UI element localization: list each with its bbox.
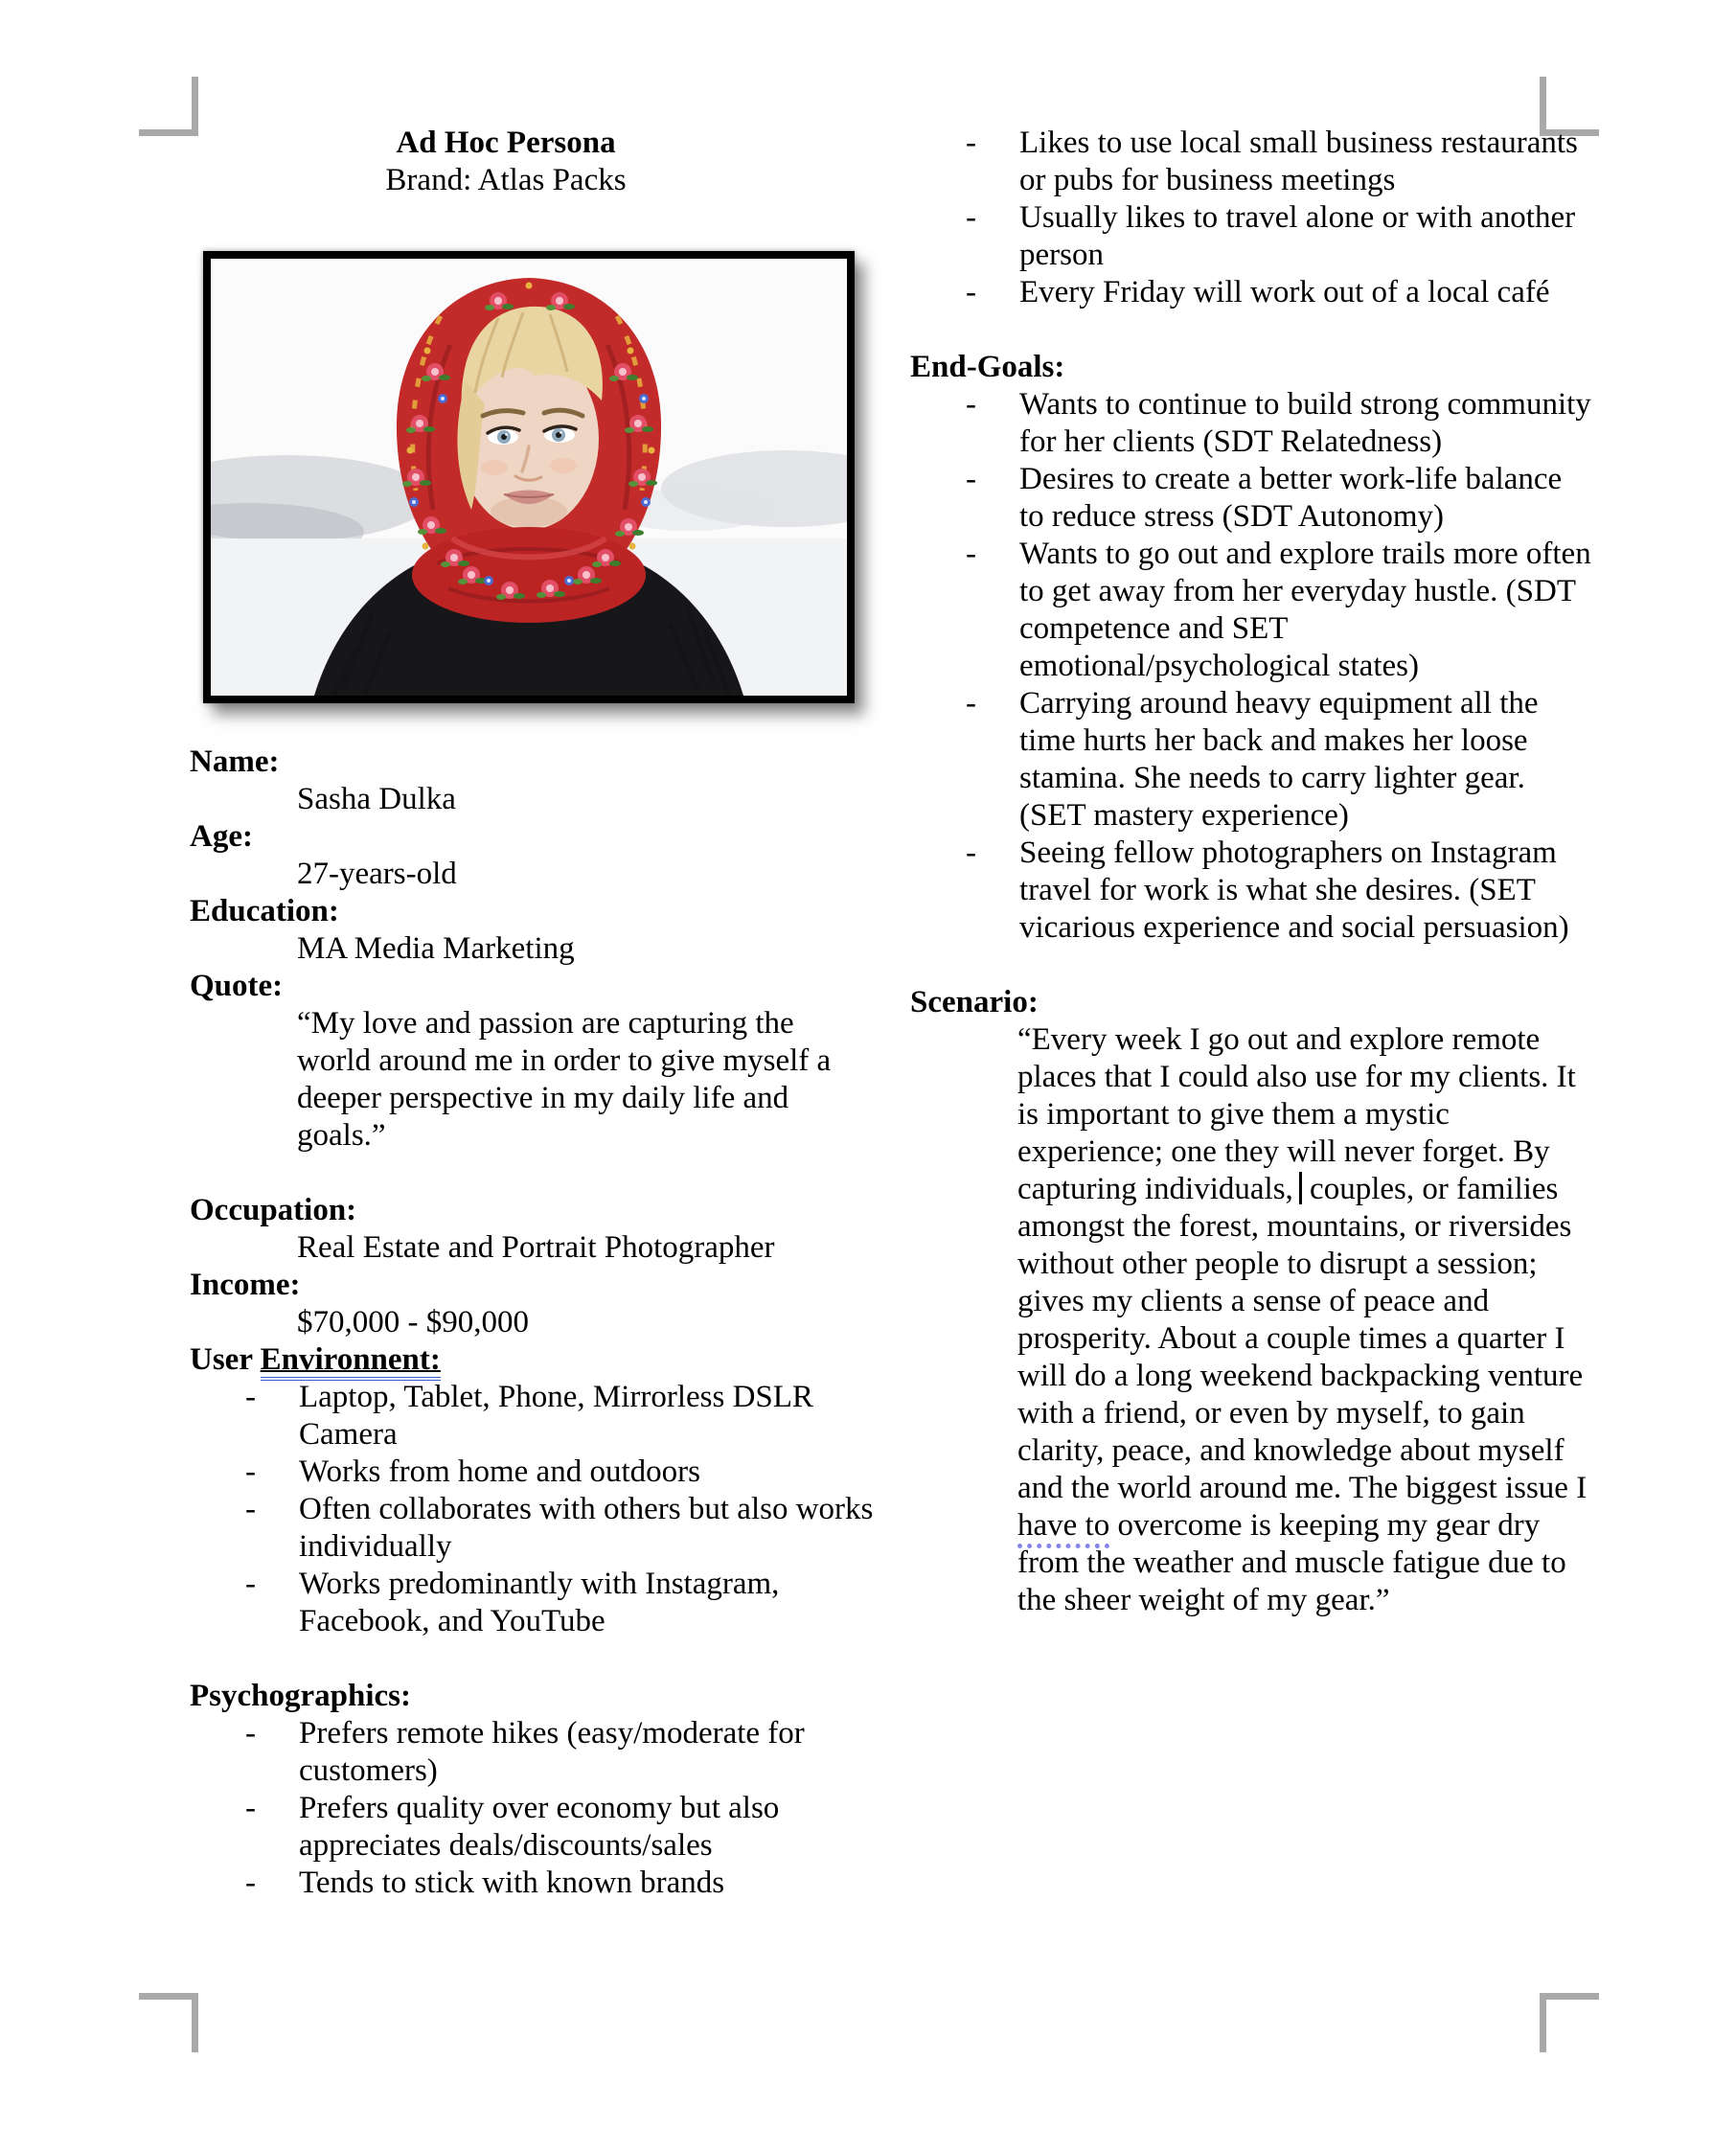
bullet-text[interactable]: Works from home and outdoors — [299, 1454, 700, 1489]
list-item[interactable] — [910, 536, 1592, 685]
bullet-text[interactable]: Usually likes to travel alone or with another person — [1019, 200, 1576, 272]
scenario-text[interactable] — [910, 1021, 1592, 1619]
bullet-text[interactable]: Laptop, Tablet, Phone, Mirrorless DSLR Camera — [299, 1380, 813, 1452]
bullet-dash: - — [245, 1380, 256, 1414]
field-value[interactable]: 27-years-old — [297, 857, 457, 891]
field-row — [190, 818, 874, 893]
portrait-illustration — [211, 259, 847, 696]
crop-mark-bottom-left — [139, 1993, 198, 2052]
list-item[interactable] — [190, 1379, 874, 1454]
section-end-goals — [910, 349, 1592, 947]
list-item[interactable] — [910, 685, 1592, 835]
bullet-dash: - — [245, 1791, 256, 1825]
bullet-dash: - — [966, 537, 976, 571]
bullet-dash: - — [966, 836, 976, 870]
list-item[interactable] — [910, 199, 1592, 274]
bullet-text[interactable]: Wants to go out and explore trails more often to get away from her everyday hustle. (SDT competence and SET emotional/psychological states) — [1019, 537, 1591, 683]
bullet-text[interactable]: Wants to continue to build strong community for her clients (SDT Relatedness) — [1019, 387, 1591, 459]
bullet-dash: - — [245, 1716, 256, 1751]
section-user-environment — [190, 1341, 874, 1640]
bullet-dash: - — [966, 462, 976, 496]
list-item[interactable] — [190, 1715, 874, 1790]
page-subtitle[interactable]: Brand: Atlas Packs — [385, 163, 627, 197]
scenario-segment[interactable]: “Every week I go out and explore remote places that I could also use for my clients. It is important to give them a mystic experience; one they will never forget. By capturing individuals, — [1017, 1022, 1576, 1206]
crop-mark-bottom-right — [1540, 1993, 1599, 2052]
habits-list — [910, 125, 1592, 311]
user-environment-heading[interactable] — [190, 1341, 874, 1379]
end-goals-heading[interactable]: End-Goals: — [910, 350, 1065, 384]
bullet-dash: - — [245, 1866, 256, 1900]
bullet-dash: - — [966, 387, 976, 422]
field-label[interactable]: Name: — [190, 744, 280, 779]
persona-photo[interactable] — [203, 251, 855, 703]
field-row — [190, 1267, 874, 1341]
list-item[interactable] — [910, 386, 1592, 461]
bullet-dash: - — [966, 200, 976, 235]
bullet-dash: - — [966, 686, 976, 721]
field-value[interactable]: Sasha Dulka — [297, 782, 456, 816]
field-row — [190, 893, 874, 968]
list-item[interactable] — [190, 1790, 874, 1865]
right-column — [910, 125, 1592, 1902]
scenario-segment[interactable]: couples, or families amongst the forest, mountains, or riversides without other people to disrupt a session; gives my clients a sense of peace and prosperity. About a couple times a quarter I will do a long weekend backpacking venture with a friend, or even by myself, to gain clarity, peace, and knowledge about myself and the world around me. The biggest issue I — [1017, 1172, 1588, 1505]
bullet-text[interactable]: Every Friday will work out of a local café — [1019, 275, 1550, 309]
bullet-dash: - — [245, 1567, 256, 1601]
list-item[interactable] — [190, 1566, 874, 1640]
persona-title-block[interactable] — [190, 125, 822, 199]
section-psychographics — [190, 1678, 874, 1902]
list-item[interactable] — [910, 835, 1592, 947]
field-row — [190, 744, 874, 818]
list-item[interactable] — [190, 1454, 874, 1491]
bullet-text[interactable]: Likes to use local small business restaurants or pubs for business meetings — [1019, 126, 1578, 197]
bullet-dash: - — [966, 275, 976, 309]
list-item[interactable] — [910, 461, 1592, 536]
bullet-text[interactable]: Prefers remote hikes (easy/moderate for customers) — [299, 1716, 805, 1788]
field-label[interactable]: Occupation: — [190, 1193, 357, 1227]
field-row — [190, 1192, 874, 1267]
bullet-dash: - — [245, 1454, 256, 1489]
persona-fields-primary — [190, 744, 874, 1155]
two-column-layout — [190, 125, 1592, 1902]
user-environment-list — [190, 1379, 874, 1640]
bullet-text[interactable]: Carrying around heavy equipment all the time hurts her back and makes her loose stamina. She needs to carry lighter gear. (SET mastery experience) — [1019, 686, 1539, 833]
bullet-text[interactable]: Tends to stick with known brands — [299, 1866, 725, 1900]
bullet-text[interactable]: Works predominantly with Instagram, Facebook, and YouTube — [299, 1567, 780, 1638]
left-column — [190, 125, 874, 1902]
list-item[interactable] — [190, 1491, 874, 1566]
psychographics-heading[interactable]: Psychographics: — [190, 1679, 411, 1713]
bullet-text[interactable]: Seeing fellow photographers on Instagram travel for work is what she desires. (SET vicarious experience and social persuasion) — [1019, 836, 1569, 945]
list-item[interactable] — [910, 274, 1592, 311]
bullet-dash: - — [966, 126, 976, 160]
bullet-text[interactable]: Desires to create a better work-life balance to reduce stress (SDT Autonomy) — [1019, 462, 1563, 534]
list-item[interactable] — [190, 1865, 874, 1902]
field-label[interactable]: Age: — [190, 819, 253, 854]
scenario-heading[interactable]: Scenario: — [910, 985, 1039, 1019]
scenario-segment[interactable]: overcome is keeping my gear dry from the weather and muscle fatigue due to the sheer weight of my gear.” — [1017, 1508, 1566, 1617]
list-item[interactable] — [910, 125, 1592, 199]
field-value[interactable]: “My love and passion are capturing the world around me in order to give myself a deeper perspective in my daily life and goals.” — [297, 1006, 832, 1153]
field-value[interactable]: MA Media Marketing — [297, 931, 575, 966]
bullet-dash: - — [245, 1492, 256, 1526]
bullet-text[interactable]: Often collaborates with others but also works individually — [299, 1492, 874, 1564]
field-label[interactable]: Quote: — [190, 969, 284, 1003]
psychographics-list — [190, 1715, 874, 1902]
section-scenario — [910, 984, 1592, 1619]
field-label[interactable]: Education: — [190, 894, 339, 928]
user-environment-heading-plain[interactable]: User — [190, 1342, 261, 1377]
field-value[interactable]: Real Estate and Portrait Photographer — [297, 1230, 775, 1265]
bullet-text[interactable]: Prefers quality over economy but also appreciates deals/discounts/sales — [299, 1791, 780, 1863]
end-goals-list — [910, 386, 1592, 947]
field-row — [190, 968, 874, 1155]
style-suggestion-phrase[interactable]: have to — [1017, 1508, 1109, 1548]
page-title[interactable]: Ad Hoc Persona — [396, 126, 616, 160]
field-value[interactable]: $70,000 - $90,000 — [297, 1305, 529, 1339]
field-label[interactable]: Income: — [190, 1268, 301, 1302]
user-environment-heading-misspelled[interactable]: Environnent: — [261, 1342, 441, 1381]
persona-fields-secondary — [190, 1192, 874, 1341]
